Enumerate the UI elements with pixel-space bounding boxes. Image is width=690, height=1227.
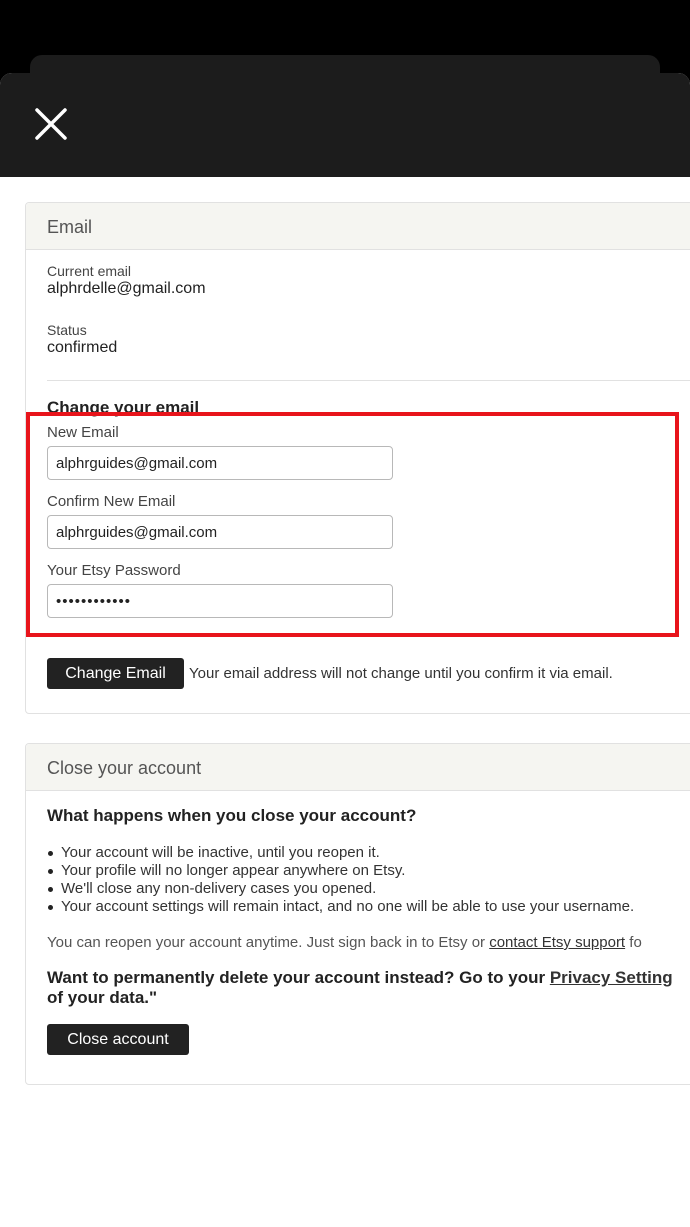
password-label: Your Etsy Password	[47, 562, 181, 579]
email-panel-title: Email	[26, 203, 690, 250]
new-email-input[interactable]	[47, 446, 393, 480]
reopen-text: You can reopen your account anytime. Just sign back in to Etsy or	[47, 934, 490, 951]
list-item: Your account will be inactive, until you reopen it.	[47, 844, 634, 862]
change-email-note: Your email address will not change until you confirm it via email.	[189, 665, 613, 682]
current-email-label: Current email	[47, 263, 132, 279]
close-account-title: Close your account	[26, 744, 690, 791]
close-icon	[30, 103, 72, 145]
reopen-paragraph	[47, 934, 642, 951]
current-email-value: alphrdelle@gmail.com	[47, 280, 206, 297]
section-divider	[47, 380, 690, 381]
confirm-email-label: Confirm New Email	[47, 493, 176, 510]
change-email-heading: Change your email	[47, 398, 200, 417]
list-item: Your profile will no longer appear anywhere on Etsy.	[47, 862, 634, 880]
close-consequences-list	[47, 844, 634, 916]
delete-account-question	[47, 968, 673, 1008]
sheet-header	[0, 73, 690, 177]
change-email-button[interactable]: Change Email	[47, 658, 184, 689]
list-item: We'll close any non-delivery cases you opened.	[47, 880, 634, 898]
close-account-button[interactable]: Close account	[47, 1024, 189, 1055]
confirm-email-input[interactable]	[47, 515, 393, 549]
reopen-suffix: fo	[625, 934, 642, 951]
settings-content	[0, 177, 690, 1227]
password-input[interactable]	[47, 584, 393, 618]
account-settings-sheet	[0, 73, 690, 1227]
privacy-settings-link[interactable]: Privacy Setting	[549, 968, 673, 987]
close-account-panel	[25, 743, 690, 1085]
close-button[interactable]	[30, 103, 72, 145]
email-panel	[25, 202, 690, 714]
status-label: Status	[47, 322, 87, 338]
delete-question-line2: of your data."	[47, 988, 158, 1007]
status-value: confirmed	[47, 339, 118, 356]
new-email-label: New Email	[47, 424, 119, 441]
contact-support-link[interactable]: contact Etsy support	[489, 934, 626, 951]
delete-question-text: Want to permanently delete your account instead? Go to your	[47, 968, 550, 987]
list-item: Your account settings will remain intact, and no one will be able to use your username.	[47, 898, 634, 916]
close-question-heading: What happens when you close your account?	[47, 806, 417, 825]
